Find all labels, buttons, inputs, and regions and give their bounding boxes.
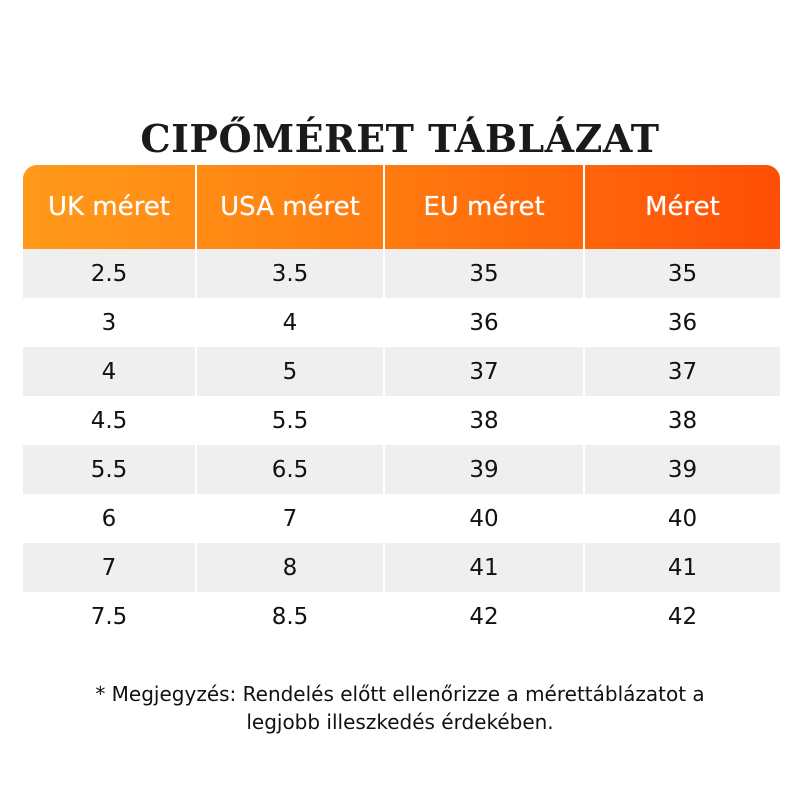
uk-size-cell: 4 (101, 358, 117, 385)
table-row (23, 298, 780, 347)
header-usa-size: USA méret (196, 165, 384, 249)
uk-size-cell: 7 (101, 554, 117, 581)
table-row (23, 494, 780, 543)
header-uk-size: UK méret (48, 192, 170, 222)
usa-size-cell: 4 (196, 298, 384, 347)
size-cell: 40 (584, 494, 780, 543)
eu-size-cell: 40 (384, 494, 584, 543)
eu-size-cell: 41 (384, 543, 584, 592)
footnote-line-2: legjobb illeszkedés érdekében. (246, 710, 554, 734)
usa-size-cell: 8.5 (196, 592, 384, 641)
uk-size-cell: 6 (101, 505, 117, 532)
uk-size-cell: 4.5 (90, 407, 128, 434)
eu-size-cell: 39 (384, 445, 584, 494)
eu-size-cell: 37 (384, 347, 584, 396)
table-row (23, 445, 780, 494)
usa-size-cell: 5.5 (196, 396, 384, 445)
eu-size-cell: 35 (384, 249, 584, 298)
table-header (23, 165, 780, 249)
uk-size-cell: 2.5 (90, 260, 128, 287)
size-cell: 38 (584, 396, 780, 445)
size-cell: 39 (584, 445, 780, 494)
eu-size-cell: 36 (384, 298, 584, 347)
footnote-line-1: * Megjegyzés: Rendelés előtt ellenőrizze a mérettáblázatot a (95, 682, 705, 706)
table-body (23, 249, 780, 641)
uk-size-cell: 7.5 (90, 603, 128, 630)
footnote (40, 680, 760, 736)
header-eu-size: EU méret (384, 165, 584, 249)
table-row (23, 396, 780, 445)
usa-size-cell: 5 (196, 347, 384, 396)
table-row (23, 347, 780, 396)
size-cell: 35 (584, 249, 780, 298)
table-row (23, 592, 780, 641)
eu-size-cell: 42 (384, 592, 584, 641)
header-size: Méret (584, 165, 780, 249)
page-title: CIPŐMÉRET TÁBLÁZAT (140, 116, 660, 162)
size-chart-table (23, 165, 780, 641)
usa-size-cell: 8 (196, 543, 384, 592)
uk-size-cell: 3 (101, 309, 117, 336)
table-row (23, 249, 780, 298)
eu-size-cell: 38 (384, 396, 584, 445)
size-cell: 42 (584, 592, 780, 641)
usa-size-cell: 7 (196, 494, 384, 543)
size-cell: 37 (584, 347, 780, 396)
usa-size-cell: 6.5 (196, 445, 384, 494)
header-row (23, 165, 780, 249)
size-cell: 36 (584, 298, 780, 347)
uk-size-cell: 5.5 (90, 456, 128, 483)
table-row (23, 543, 780, 592)
size-cell: 41 (584, 543, 780, 592)
usa-size-cell: 3.5 (196, 249, 384, 298)
